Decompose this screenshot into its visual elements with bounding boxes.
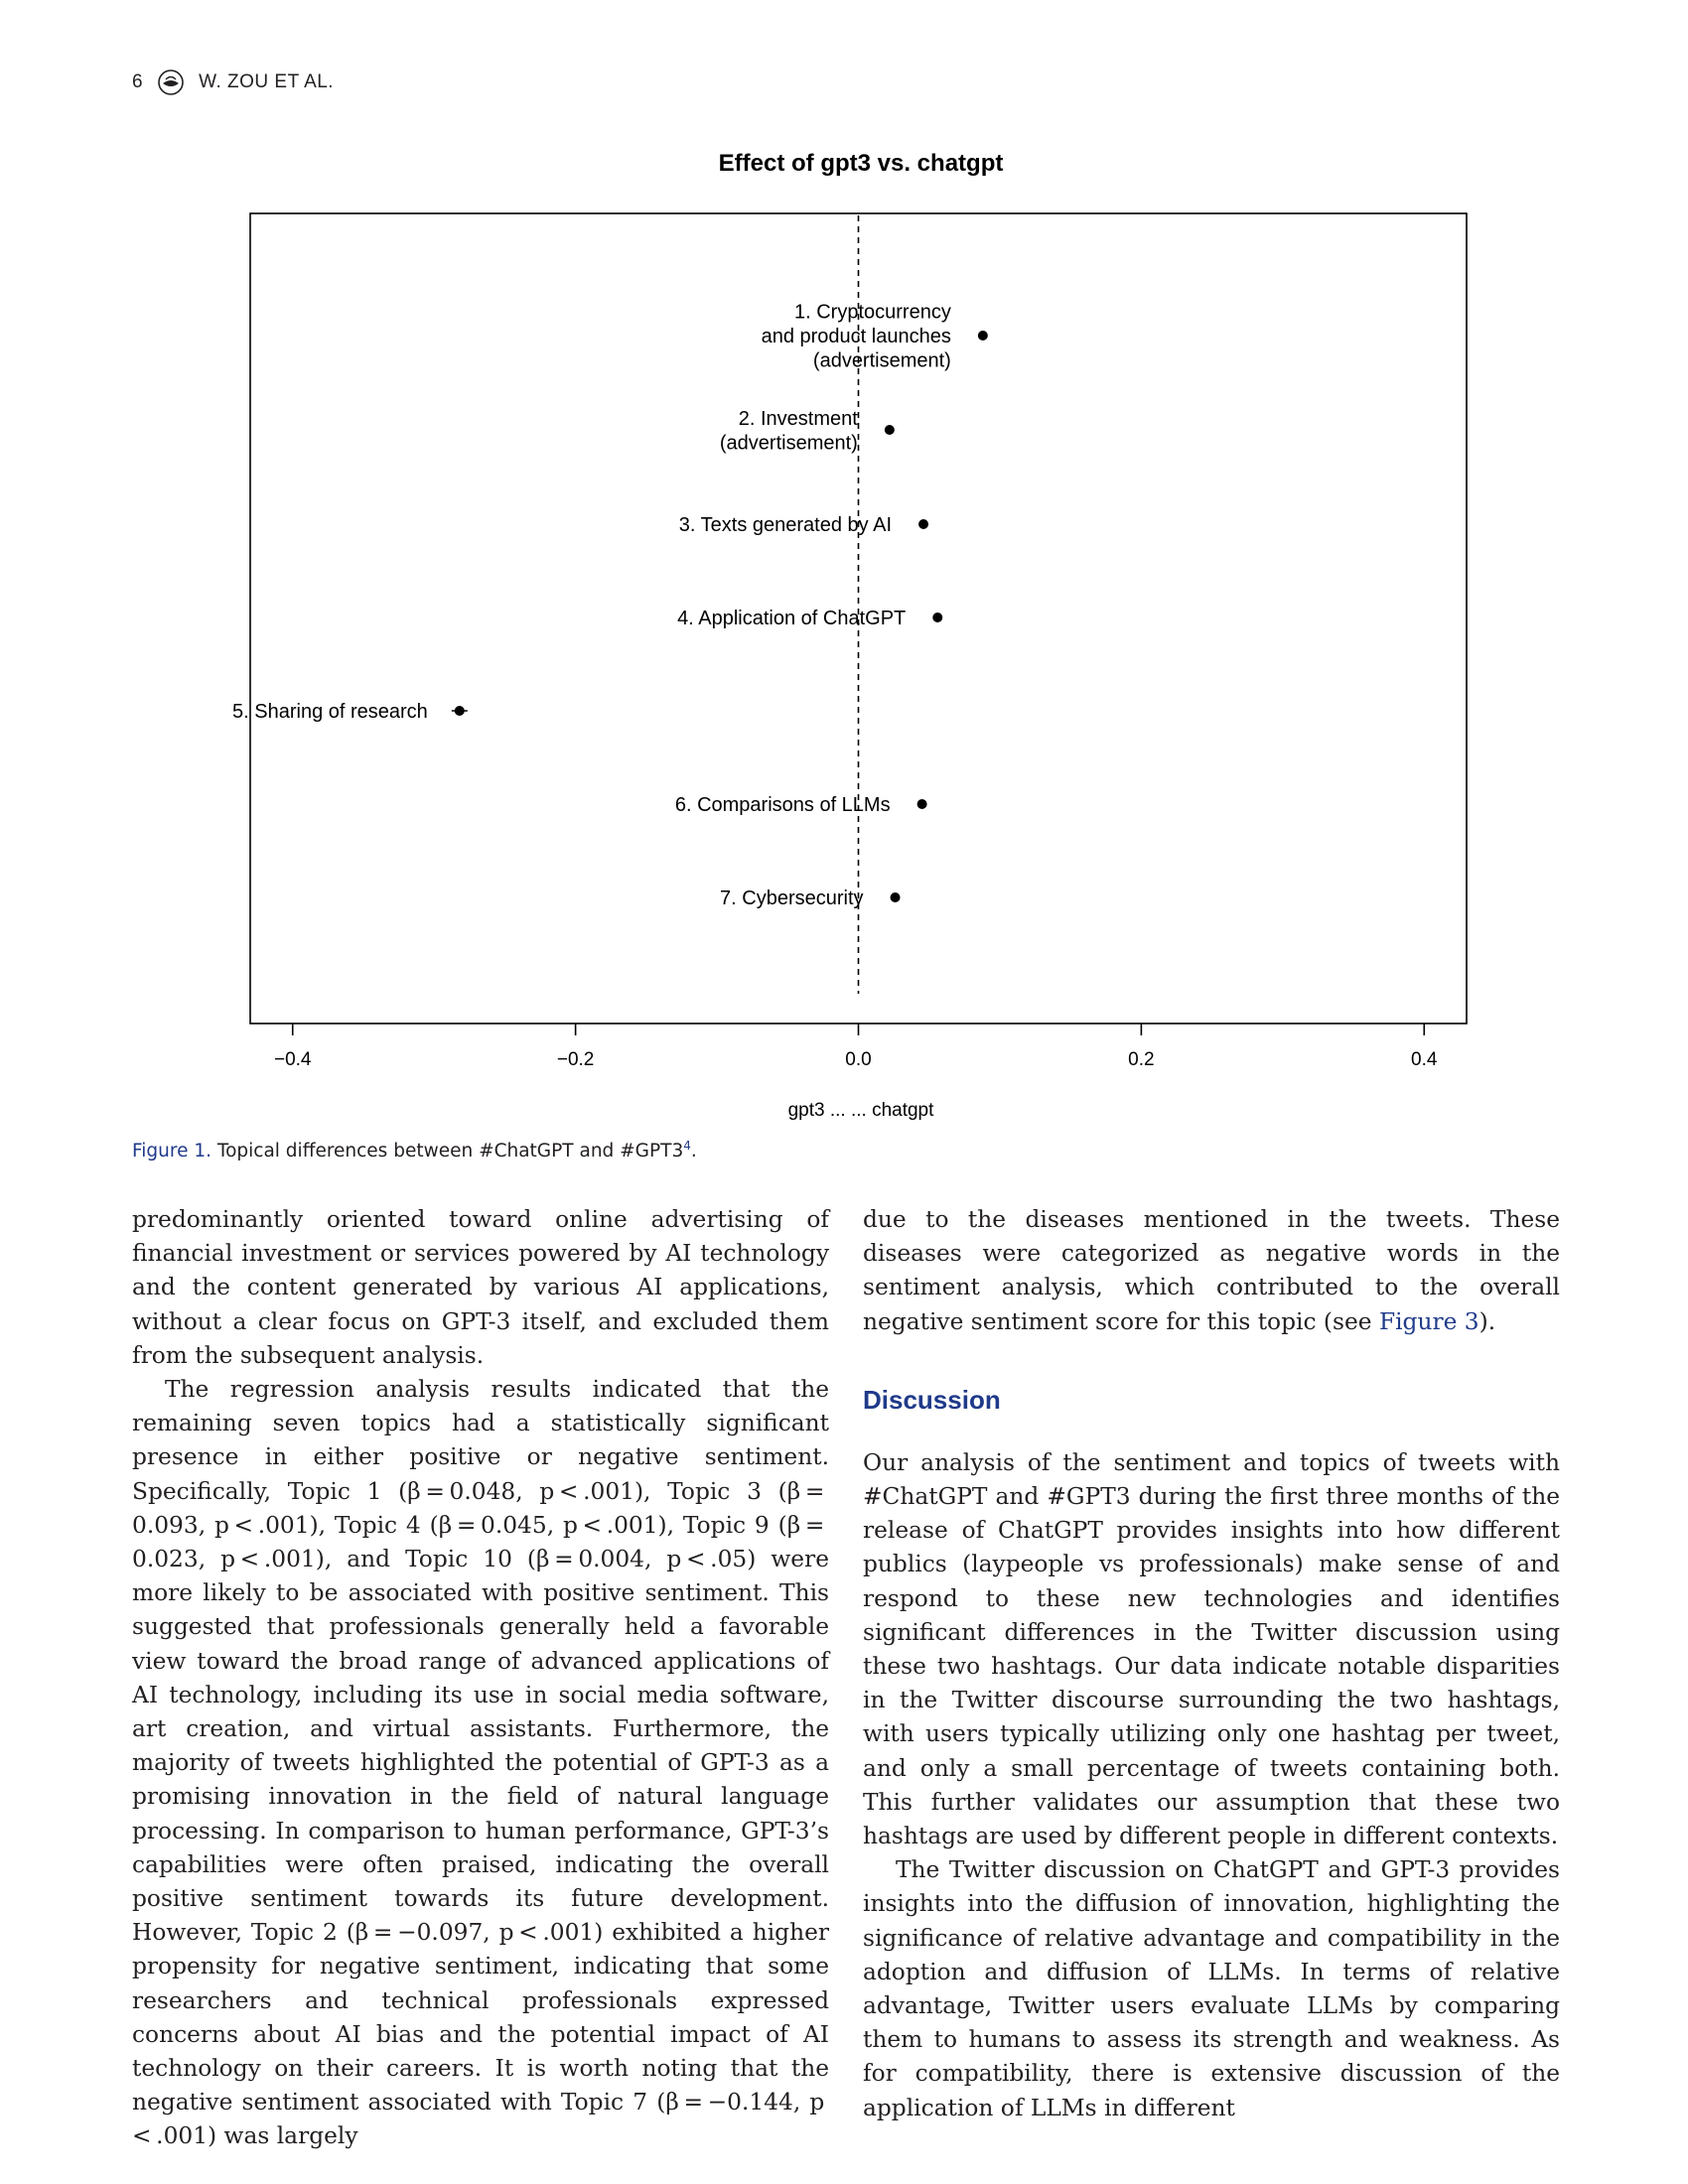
x-tick-label: 0.4: [1411, 1049, 1438, 1070]
data-point-label-line: 1. Cryptocurrency: [794, 301, 951, 324]
data-point: [885, 425, 895, 435]
running-head-authors: W. ZOU ET AL.: [199, 71, 335, 92]
data-point-label: [232, 701, 428, 723]
chart-title: Effect of gpt3 vs. chatgpt: [718, 150, 1004, 177]
x-axis-label: gpt3 ... ... chatgpt: [787, 1100, 934, 1121]
x-tick-label: −0.2: [556, 1049, 595, 1070]
body-column-right: [863, 1203, 1560, 2125]
figure-3-link[interactable]: Figure 3: [1378, 1307, 1479, 1335]
effect-chart: [132, 139, 1562, 1132]
x-tick-label: 0.2: [1128, 1049, 1155, 1070]
figure-caption-label: Figure 1.: [132, 1141, 212, 1162]
body-paragraph: [863, 1203, 1560, 1339]
x-tick-label: −0.4: [273, 1049, 312, 1070]
body-paragraph: predominantly oriented toward online advertising of financial investment or services powered by AI technology and the content generated by various AI applications, without a clear focus on GPT-3 itself, and excluded them from the subsequent analysis.: [132, 1206, 829, 1369]
data-point-label-line: 4. Application of ChatGPT: [677, 608, 907, 629]
figure-caption-end: .: [690, 1141, 697, 1162]
data-point-label: [675, 794, 891, 816]
body-paragraph-end: ).: [1478, 1307, 1496, 1335]
data-point-label-line: 5. Sharing of research: [232, 701, 428, 723]
body-paragraph: The regression analysis results indicated that the remaining seven topics had a statistically significant presence in either positive or negative sentiment. Specifically, Topic 1 (β = 0.048, p < .001), Topic 3 (β = 0.093, p < .001), Topic 4 (β = 0.045, p < .001), Topic 9 (β = 0.023, p < .001), and Topic 10 (β = 0.004, p < .05) were more likely to be associated with positive sentiment. This suggested that professionals generally held a favorable view toward the broad range of advanced applications of AI technology, including its use in social media software, art creation, and virtual assistants. Furthermore, the majority of tweets highlighted the potential of GPT-3 as a promising innovation in the field of natural language processing. In comparison to human performance, GPT-3’s capabilities were often praised, indicating the overall positive sentiment towards its future development. However, Topic 2 (β = −0.097, p < .001) exhibited a higher propensity for negative sentiment, indicating that some researchers and technical professionals expressed concerns about AI bias and the potential impact of AI technology on their careers. It is worth noting that the negative sentiment associated with Topic 7 (β = −0.144, p < .001) was largely: [132, 1376, 829, 2150]
data-point-label-line: 7. Cybersecurity: [720, 887, 864, 909]
body-paragraph-text: due to the diseases mentioned in the tweets. These diseases were categorized as negative words in the sentiment analysis, which contributed to the overall negative sentiment score for this topic (see: [863, 1206, 1560, 1335]
x-tick-label: 0.0: [845, 1049, 872, 1070]
data-point-label-line: 3. Texts generated by AI: [678, 514, 893, 536]
figure-caption: [132, 1139, 697, 1161]
running-head: [132, 68, 334, 97]
data-point: [918, 519, 928, 529]
figure-caption-text: Topical differences between #ChatGPT and #GPT3: [216, 1141, 684, 1162]
data-point-label: [762, 302, 951, 372]
data-point: [932, 613, 942, 622]
data-point-label: [720, 887, 864, 909]
data-point-label: [677, 608, 906, 629]
figure-caption-footnote-ref[interactable]: 4: [683, 1139, 691, 1153]
data-point-label-line: and product launches: [761, 326, 951, 347]
publisher-logo-icon: [157, 68, 185, 96]
data-point-label-line: (advertisement): [719, 432, 858, 455]
data-point-label-line: 6. Comparisons of LLMs: [674, 794, 891, 816]
page-number: 6: [132, 71, 144, 92]
section-heading-discussion: Discussion: [863, 1384, 1001, 1415]
data-point-label-line: (advertisement): [812, 349, 951, 372]
data-point-label-line: 2. Investment: [738, 407, 858, 430]
body-paragraph: Our analysis of the sentiment and topics of tweets with #ChatGPT and #GPT3 during the first three months of the release of ChatGPT provides insights into how different publics (laypeople vs professionals) make sense of and respond to these new technologies and identifies significant differences in the Twitter discussion using these two hashtags. Our data indicate notable disparities in the Twitter discourse surrounding the two hashtags, with users typically utilizing only one hashtag per tweet, and only a small percentage of tweets containing both. This further validates our assumption that these two hashtags are used by different people in different contexts.: [863, 1448, 1560, 1850]
data-point-label: [679, 514, 892, 536]
body-paragraph: The Twitter discussion on ChatGPT and GPT-3 provides insights into the diffusion of innovation, highlighting the significance of relative advantage and compatibility in the adoption and diffusion of LLMs. In terms of relative advantage, Twitter users evaluate LLMs by comparing them to humans to assess its strength and weakness. As for compatibility, there is extensive discussion of the application of LLMs in different: [863, 1856, 1560, 2121]
data-point: [891, 892, 901, 902]
body-column-left: [132, 1203, 829, 2154]
data-point: [978, 331, 988, 341]
figure-1: [132, 139, 1562, 1132]
data-point: [917, 799, 927, 809]
data-point-label: [720, 408, 858, 455]
